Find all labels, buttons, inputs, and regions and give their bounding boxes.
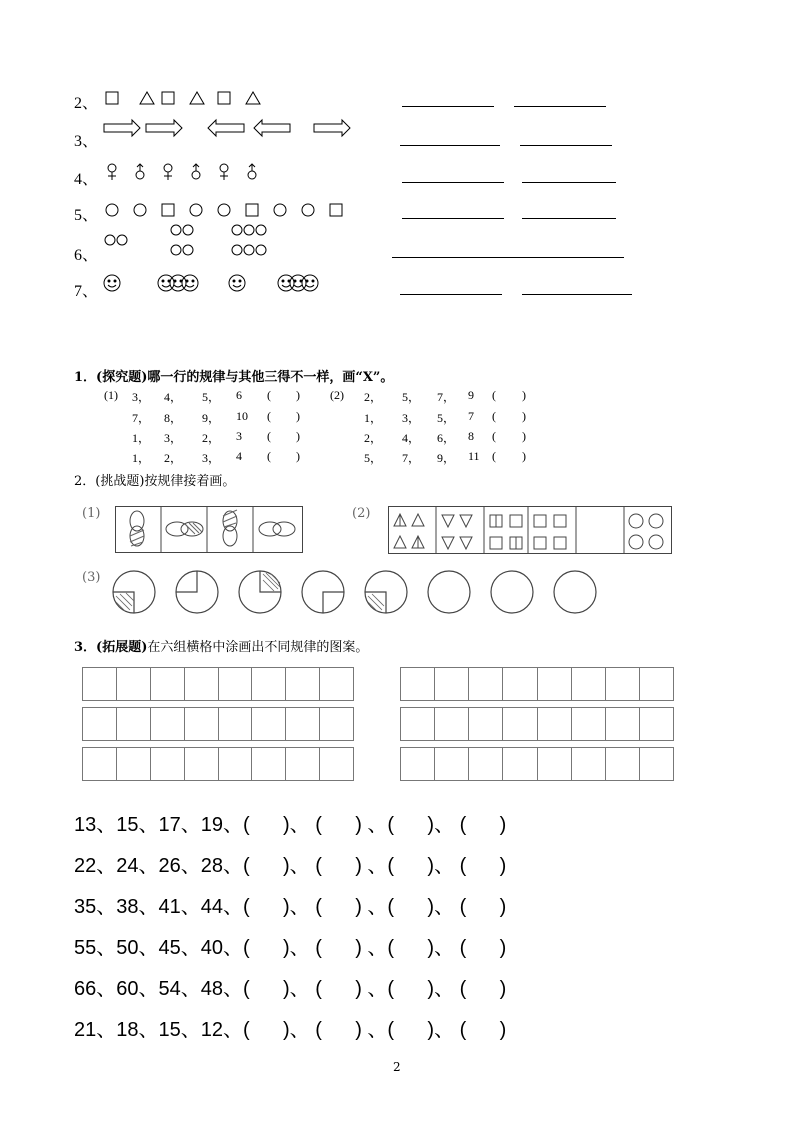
grid-cell[interactable]: [640, 668, 673, 700]
sequence-cell: 1，: [132, 431, 151, 445]
answer-blank[interactable]: [402, 182, 504, 183]
grid-cell[interactable]: [117, 668, 151, 700]
sequence-cell: 3，: [132, 390, 151, 404]
grid-cell[interactable]: [401, 708, 435, 740]
question-tag: (探究题): [96, 370, 148, 385]
answer-blank[interactable]: [392, 257, 624, 258]
number-sequence-row[interactable]: 66、60、54、48、( )、 ( ) 、( )、 ( ): [74, 978, 507, 1000]
question-number: 3．: [74, 640, 97, 655]
sequence-cell: 4: [236, 449, 242, 463]
sequence-cell: 7: [468, 409, 474, 423]
sequence-cell: 4，: [164, 390, 183, 404]
grid-cell[interactable]: [151, 748, 185, 780]
sequence-cell[interactable]: (: [267, 409, 271, 423]
grid-cell[interactable]: [469, 748, 503, 780]
answer-blank[interactable]: [400, 145, 500, 146]
sequence-cell: 5，: [437, 411, 456, 425]
sequence-cell[interactable]: (: [492, 429, 496, 443]
coloring-grid-row: [82, 707, 354, 741]
sequence-cell: 8，: [164, 411, 183, 425]
sequence-cell[interactable]: ): [296, 429, 300, 443]
grid-cell[interactable]: [219, 748, 253, 780]
sequence-cell: 7，: [132, 411, 151, 425]
grid-cell[interactable]: [117, 748, 151, 780]
sequence-cell: 3，: [202, 451, 221, 465]
answer-blank[interactable]: [400, 294, 502, 295]
sequence-cell[interactable]: ): [522, 429, 526, 443]
grid-cell[interactable]: [219, 708, 253, 740]
sequence-cell: 3，: [164, 431, 183, 445]
coloring-grid-row: [82, 667, 354, 701]
sequence-cell: 7，: [402, 451, 421, 465]
grid-cell[interactable]: [538, 748, 572, 780]
grid-cell[interactable]: [83, 708, 117, 740]
question-1-heading: [74, 366, 393, 385]
grid-cell[interactable]: [469, 708, 503, 740]
part-label: (2): [330, 388, 344, 402]
sequence-cell[interactable]: (: [267, 449, 271, 463]
question-3-heading: [74, 636, 368, 655]
sequence-cell: 9，: [437, 451, 456, 465]
grid-cell[interactable]: [286, 708, 320, 740]
row-label: 3、: [74, 133, 99, 150]
grid-cell[interactable]: [503, 748, 537, 780]
sequence-cell: 5，: [202, 390, 221, 404]
coloring-grid-row: [82, 747, 354, 781]
sequence-cell: 2，: [164, 451, 183, 465]
question-2-heading: [74, 470, 235, 489]
sequence-cell: 3: [236, 429, 242, 443]
grid-cell[interactable]: [185, 748, 219, 780]
sequence-cell: 7，: [437, 390, 456, 404]
part-label: (1): [82, 506, 101, 521]
row-label: 5、: [74, 207, 99, 224]
grid-cell[interactable]: [219, 668, 253, 700]
page-number: 2: [393, 1060, 401, 1074]
grid-cell[interactable]: [151, 708, 185, 740]
grid-cell[interactable]: [572, 668, 606, 700]
question-text: 在六组横格中涂画出不同规律的图案。: [147, 640, 369, 655]
sequence-cell: 2，: [202, 431, 221, 445]
gender-symbol-pattern: [104, 162, 264, 184]
sequence-cell[interactable]: ): [296, 388, 300, 402]
grid-cell[interactable]: [606, 668, 640, 700]
sequence-cell: 9，: [202, 411, 221, 425]
number-sequence-row[interactable]: 22、24、26、28、( )、 ( ) 、( )、 ( ): [74, 855, 507, 877]
answer-blank[interactable]: [520, 145, 612, 146]
grid-cell[interactable]: [435, 748, 469, 780]
grid-cell[interactable]: [401, 748, 435, 780]
grid-cell[interactable]: [83, 668, 117, 700]
number-sequence-row[interactable]: 55、50、45、40、( )、 ( ) 、( )、 ( ): [74, 937, 507, 959]
grid-cell[interactable]: [606, 748, 640, 780]
sequence-cell[interactable]: ): [522, 388, 526, 402]
sequence-cell: 2，: [364, 390, 383, 404]
sequence-cell: 5，: [402, 390, 421, 404]
grid-cell[interactable]: [503, 708, 537, 740]
answer-blank[interactable]: [522, 294, 632, 295]
grid-cell[interactable]: [185, 668, 219, 700]
grid-cell[interactable]: [252, 668, 286, 700]
grid-cell[interactable]: [83, 748, 117, 780]
circle-sector-figure: [110, 568, 600, 618]
grid-cell[interactable]: [606, 708, 640, 740]
sequence-cell[interactable]: (: [492, 449, 496, 463]
sequence-cell[interactable]: ): [296, 409, 300, 423]
grid-cell[interactable]: [320, 748, 353, 780]
row-label: 2、: [74, 95, 99, 112]
question-text: (挑战题)按规律接着画。: [95, 474, 236, 489]
sequence-cell: 1，: [364, 411, 383, 425]
circle-square-pattern: [104, 202, 344, 220]
sequence-cell[interactable]: ): [522, 409, 526, 423]
sequence-cell[interactable]: ): [522, 449, 526, 463]
grid-cell[interactable]: [503, 668, 537, 700]
grid-cell[interactable]: [640, 708, 673, 740]
grid-cell[interactable]: [252, 748, 286, 780]
square-triangle-pattern: [104, 90, 264, 108]
sequence-cell[interactable]: ): [296, 449, 300, 463]
sequence-cell[interactable]: (: [267, 429, 271, 443]
sequence-cell: 8: [468, 429, 474, 443]
number-sequence-row[interactable]: 35、38、41、44、( )、 ( ) 、( )、 ( ): [74, 896, 507, 918]
coloring-grid-row: [400, 747, 674, 781]
sequence-cell: 10: [236, 409, 248, 423]
question-number: 2．: [74, 474, 96, 489]
answer-blank[interactable]: [402, 218, 504, 219]
sequence-cell: 6，: [437, 431, 456, 445]
grid-cell[interactable]: [640, 748, 673, 780]
grid-cell[interactable]: [538, 668, 572, 700]
coloring-grid-row: [400, 667, 674, 701]
part-label: (2): [352, 506, 371, 521]
grid-cell[interactable]: [538, 708, 572, 740]
sequence-cell: 6: [236, 388, 242, 402]
row-label: 4、: [74, 171, 99, 188]
grid-cell[interactable]: [151, 668, 185, 700]
oval-pattern-figure: [115, 506, 303, 554]
grid-cell[interactable]: [117, 708, 151, 740]
grid-cell[interactable]: [572, 708, 606, 740]
grid-cell[interactable]: [286, 748, 320, 780]
sequence-cell: 9: [468, 388, 474, 402]
grid-cell[interactable]: [401, 668, 435, 700]
question-number: 1．: [74, 370, 97, 385]
coloring-grid-row: [400, 707, 674, 741]
grid-cell[interactable]: [252, 708, 286, 740]
sequence-cell: 1，: [132, 451, 151, 465]
part-label: (3): [82, 570, 101, 585]
answer-blank[interactable]: [522, 182, 616, 183]
number-sequence-row[interactable]: 21、18、15、12、( )、 ( ) 、( )、 ( ): [74, 1019, 507, 1041]
grid-cell[interactable]: [286, 668, 320, 700]
smiley-face-pattern: [102, 271, 324, 295]
grid-cell[interactable]: [320, 708, 353, 740]
grid-cell[interactable]: [572, 748, 606, 780]
sequence-cell: 5，: [364, 451, 383, 465]
sequence-cell: 11: [468, 449, 480, 463]
answer-blank[interactable]: [402, 106, 494, 107]
grid-cell[interactable]: [469, 668, 503, 700]
grid-cell[interactable]: [435, 668, 469, 700]
answer-blank[interactable]: [514, 106, 606, 107]
sequence-cell[interactable]: (: [267, 388, 271, 402]
row-label: 6、: [74, 247, 99, 264]
grid-cell[interactable]: [320, 668, 353, 700]
arrow-pattern: [102, 119, 357, 137]
answer-blank[interactable]: [522, 218, 616, 219]
sequence-cell: 3，: [402, 411, 421, 425]
grid-cell[interactable]: [435, 708, 469, 740]
grid-cell[interactable]: [185, 708, 219, 740]
question-text: 哪一行的规律与其他三得不一样，画“X”。: [147, 370, 394, 385]
row-label: 7、: [74, 283, 99, 300]
sequence-cell: 2，: [364, 431, 383, 445]
part-label: (1): [104, 388, 118, 402]
shape-grid-figure: [388, 506, 672, 554]
sequence-cell[interactable]: (: [492, 388, 496, 402]
sequence-cell: 4，: [402, 431, 421, 445]
growing-circles-pattern: [102, 222, 272, 258]
question-tag: (拓展题): [96, 640, 148, 655]
sequence-cell[interactable]: (: [492, 409, 496, 423]
number-sequence-row[interactable]: 13、15、17、19、( )、 ( ) 、( )、 ( ): [74, 814, 507, 836]
